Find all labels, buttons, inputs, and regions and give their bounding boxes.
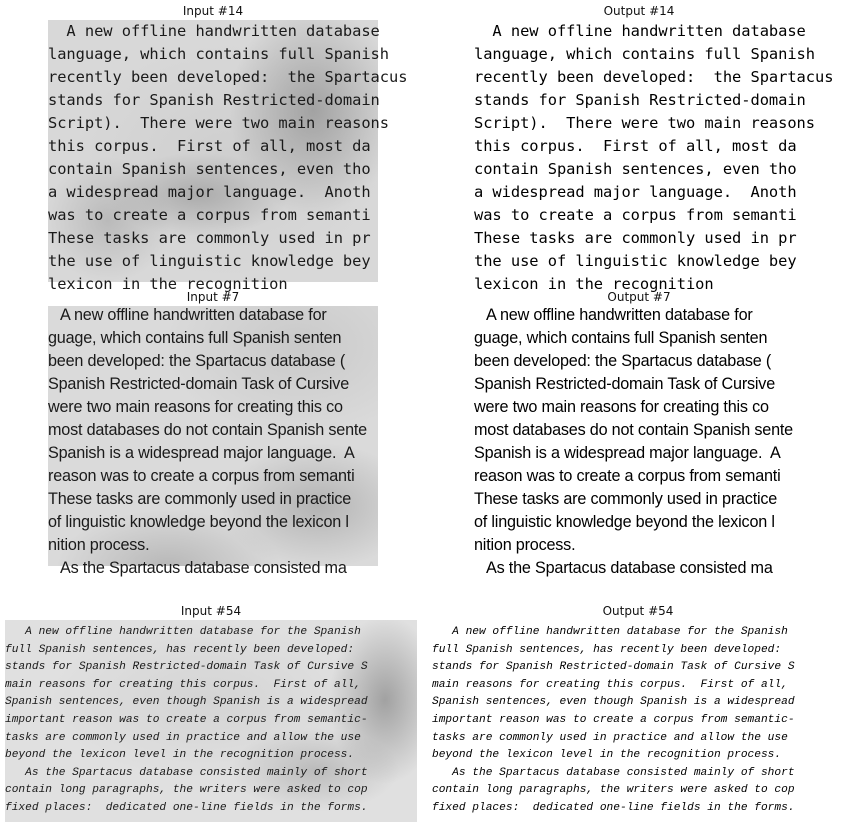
text-line: important reason was to create a corpus from semantic- bbox=[5, 714, 368, 726]
text-line: the use of linguistic knowledge bey bbox=[474, 252, 797, 270]
text-line: contain long paragraphs, the writers were asked to cop bbox=[432, 784, 795, 797]
text-line: A new offline handwritten database for the Spanish bbox=[5, 626, 361, 638]
text-line: main reasons for creating this corpus. First of all, bbox=[5, 678, 361, 691]
text-line: the use of linguistic knowledge bey bbox=[48, 252, 371, 270]
text-line: A new offline handwritten database for the Spanish bbox=[432, 626, 788, 638]
text-line: A new offline handwritten database for bbox=[474, 306, 753, 324]
text-line: this corpus. First of all, most da bbox=[48, 137, 371, 155]
text-line: Spanish Restricted-domain Task of Cursive bbox=[48, 375, 349, 393]
text-line: A new offline handwritten database for bbox=[48, 306, 327, 324]
caption-input-54: Input #54 bbox=[180, 604, 242, 618]
text-line: beyond the lexicon level in the recognition process. bbox=[432, 749, 782, 762]
text-line: As the Spartacus database consisted ma bbox=[474, 559, 773, 577]
text-line: These tasks are commonly used in pr bbox=[48, 229, 371, 247]
text-line: beyond the lexicon level in the recognition process. bbox=[5, 749, 355, 762]
text-line: been developed: the Spartacus database ( bbox=[474, 352, 772, 370]
text-line: nition process. bbox=[474, 536, 576, 554]
text-line: stands for Spanish Restricted-domain Task of Cursive S bbox=[5, 661, 368, 674]
caption-input-7: Input #7 bbox=[186, 290, 240, 304]
image-input-14 bbox=[48, 20, 408, 293]
text-line: a widespread major language. Anoth bbox=[474, 183, 797, 201]
text-line: contain Spanish sentences, even tho bbox=[48, 160, 371, 178]
text-line: stands for Spanish Restricted-domain Task of Cursive S bbox=[432, 661, 795, 674]
text-line: A new offline handwritten database bbox=[474, 22, 806, 40]
text-line: most databases do not contain Spanish sente bbox=[474, 421, 793, 439]
text-line: full Spanish sentences, has recently been developed: bbox=[432, 643, 782, 656]
text-line: contain Spanish sentences, even tho bbox=[474, 160, 797, 178]
text-line: stands for Spanish Restricted-domain bbox=[48, 91, 380, 109]
text-line: Script). There were two main reasons bbox=[474, 114, 815, 132]
text-line: tasks are commonly used in practice and allow the use bbox=[432, 731, 788, 744]
text-line: Spanish sentences, even though Spanish is a widespread bbox=[432, 696, 795, 709]
text-line: language, which contains full Spanish bbox=[48, 45, 389, 63]
text-line: reason was to create a corpus from semanti bbox=[48, 467, 355, 485]
text-line: Script). There were two main reasons bbox=[48, 114, 389, 132]
text-line: Spanish Restricted-domain Task of Cursive bbox=[474, 375, 775, 393]
text-line: lexicon in the recognition bbox=[48, 275, 288, 293]
text-line: These tasks are commonly used in practice bbox=[48, 490, 352, 508]
text-line: guage, which contains full Spanish senten bbox=[474, 329, 768, 347]
image-input-54 bbox=[5, 620, 417, 822]
text-line: lexicon in the recognition bbox=[474, 275, 714, 293]
text-line: As the Spartacus database consisted mainly of short bbox=[432, 766, 795, 779]
text-line: nition process. bbox=[48, 536, 150, 554]
text-line: stands for Spanish Restricted-domain bbox=[474, 91, 806, 109]
text-line: of linguistic knowledge beyond the lexicon l bbox=[48, 513, 349, 531]
text-line: Spanish is a widespread major language. A bbox=[474, 444, 781, 462]
text-line: were two main reasons for creating this co bbox=[474, 398, 769, 416]
text-line: were two main reasons for creating this co bbox=[48, 398, 343, 416]
text-line: A new offline handwritten database bbox=[48, 22, 380, 40]
text-line: tasks are commonly used in practice and allow the use bbox=[5, 731, 361, 744]
text-line: recently been developed: the Spartacus bbox=[48, 68, 408, 86]
text-line: These tasks are commonly used in pr bbox=[474, 229, 797, 247]
text-line: fixed places: dedicated one-line fields in the forms. bbox=[5, 802, 368, 814]
text-line: guage, which contains full Spanish senten bbox=[48, 329, 342, 347]
text-line: most databases do not contain Spanish sente bbox=[48, 421, 367, 439]
text-line: recently been developed: the Spartacus bbox=[474, 68, 834, 86]
caption-output-14: Output #14 bbox=[603, 4, 675, 18]
text-line: contain long paragraphs, the writers were asked to cop bbox=[5, 784, 368, 797]
image-output-7 bbox=[474, 306, 804, 577]
text-line: this corpus. First of all, most da bbox=[474, 137, 797, 155]
image-input-7 bbox=[48, 306, 378, 577]
text-line: language, which contains full Spanish bbox=[474, 45, 815, 63]
image-output-14 bbox=[474, 20, 834, 293]
caption-output-54: Output #54 bbox=[602, 604, 674, 618]
text-line: As the Spartacus database consisted mainly of short bbox=[5, 766, 368, 779]
text-line: full Spanish sentences, has recently been developed: bbox=[5, 643, 355, 656]
text-line: reason was to create a corpus from semanti bbox=[474, 467, 781, 485]
caption-output-7: Output #7 bbox=[607, 290, 671, 304]
text-line: Spanish sentences, even though Spanish is a widespread bbox=[5, 696, 368, 709]
text-line: Spanish is a widespread major language. A bbox=[48, 444, 355, 462]
text-line: main reasons for creating this corpus. First of all, bbox=[432, 678, 788, 691]
caption-input-14: Input #14 bbox=[182, 4, 244, 18]
text-line: of linguistic knowledge beyond the lexicon l bbox=[474, 513, 775, 531]
text-line: important reason was to create a corpus from semantic- bbox=[432, 714, 795, 726]
text-line: These tasks are commonly used in practice bbox=[474, 490, 778, 508]
text-line: fixed places: dedicated one-line fields in the forms. bbox=[432, 802, 795, 814]
text-line: was to create a corpus from semanti bbox=[48, 206, 371, 224]
text-line: been developed: the Spartacus database ( bbox=[48, 352, 346, 370]
text-line: a widespread major language. Anoth bbox=[48, 183, 371, 201]
text-line: As the Spartacus database consisted ma bbox=[48, 559, 347, 577]
text-line: was to create a corpus from semanti bbox=[474, 206, 797, 224]
image-output-54 bbox=[432, 620, 844, 822]
